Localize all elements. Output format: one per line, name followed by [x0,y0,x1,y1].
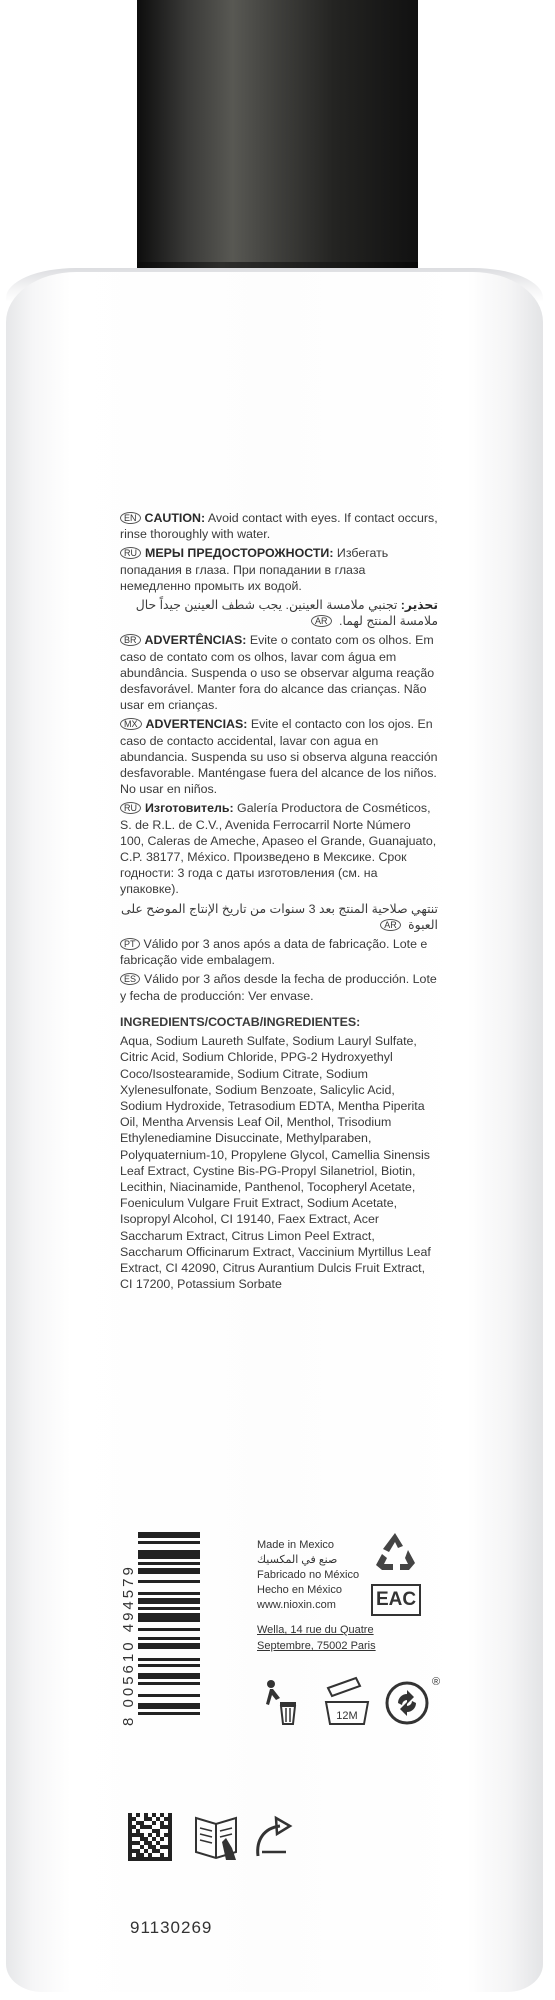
lang-tag: RU [120,547,141,559]
lang-tag: MX [120,718,142,730]
label-text [120,510,438,1295]
datamatrix-cell [128,1833,132,1837]
datamatrix-cell [164,1825,168,1829]
barcode-bar [138,1550,200,1559]
datamatrix-cell [168,1845,172,1849]
datamatrix-cell [168,1817,172,1821]
lang-tag: RU [120,802,141,814]
read-instructions-icon [192,1808,240,1864]
datamatrix-cell [156,1817,160,1821]
datamatrix-cell [132,1817,136,1821]
barcode-bar [138,1658,200,1661]
pao-label: 12M [336,1710,358,1722]
datamatrix-cell [156,1849,160,1853]
datamatrix-cell [152,1829,156,1833]
barcode-digits: 8 005610 494579 [120,1564,137,1726]
datamatrix-cell [160,1853,164,1857]
datamatrix-cell [148,1833,152,1837]
registered-mark: ® [432,1676,441,1688]
datamatrix-cell [160,1813,164,1817]
section-heading: CAUTION: [144,511,206,525]
section-mx [120,716,438,797]
datamatrix-cell [160,1821,164,1825]
made-in-line: صنع في المكسيك [257,1554,338,1566]
datamatrix-cell [160,1857,164,1861]
barcode-bar [138,1637,200,1640]
barcode-bar [138,1598,200,1604]
datamatrix-cell [136,1821,140,1825]
ingredients-title: INGREDIENTS/СОСТАВ/INGREDIENTES: [120,1014,361,1029]
lang-tag: PT [120,938,140,950]
barcode-bar [138,1562,200,1565]
datamatrix-cell [156,1829,160,1833]
trash-bin-icon [262,1678,302,1726]
section-text: تجنبي ملامسة العينين. يجب شطف العينين جيداً حال ملامسة المنتج لهما. [135,598,438,629]
section-es [120,971,438,1003]
datamatrix-cell [128,1853,132,1857]
datamatrix-cell [140,1821,144,1825]
datamatrix-cell [140,1853,144,1857]
datamatrix-cell [128,1829,132,1833]
barcode-bar [138,1703,200,1709]
datamatrix-icon [128,1812,172,1862]
barcode-bar [138,1694,200,1697]
datamatrix-cell [144,1837,148,1841]
datamatrix-cell [152,1813,156,1817]
datamatrix-cell [152,1837,156,1841]
barcode-bar [138,1682,200,1685]
address-line: Septembre, 75002 Paris [257,1640,376,1652]
datamatrix-cell [136,1853,140,1857]
section-en [120,510,438,542]
datamatrix-cell [164,1845,168,1849]
datamatrix-cell [152,1849,156,1853]
made-in-block [257,1538,359,1613]
datamatrix-cell [148,1853,152,1857]
datamatrix-cell [128,1825,132,1829]
datamatrix-cell [128,1849,132,1853]
section-text: Избегать попадания в глаза. При попадании в глаза немедленно промыть их водой. [120,546,389,593]
datamatrix-cell [164,1817,168,1821]
lang-tag: AR [311,615,332,627]
datamatrix-cell [144,1857,148,1861]
datamatrix-cell [156,1841,160,1845]
datamatrix-cell [148,1857,152,1861]
datamatrix-cell [132,1849,136,1853]
eac-icon: EAC [371,1584,421,1616]
section-text: Evite el contacto con los ojos. En caso de contacto accidental, lavar con agua en abundancia. Suspenda su uso si observa alguna reacción desfavorable. Manténgase fuera del alcance de los niños. No usar en niños. [120,717,438,797]
datamatrix-cell [136,1833,140,1837]
address-line: Wella, 14 rue du Quatre [257,1624,374,1636]
barcode-bar [138,1664,200,1667]
section-ru-manufacturer [120,800,438,897]
datamatrix-cell [152,1857,156,1861]
datamatrix-cell [132,1857,136,1861]
datamatrix-cell [136,1857,140,1861]
datamatrix-cell [136,1829,140,1833]
datamatrix-cell [140,1825,144,1829]
datamatrix-cell [160,1825,164,1829]
section-text: Galería Productora de Cosméticos, S. de R.L. de C.V., Avenida Ferrocarril Norte Número 100, Caleras de Ameche, Apaseo el Grande, Guanajuato, C.P. 38177, México. Произведено в Мексике. Срок годности: 3 года с даты изготовления (см. на упаковке). [120,801,437,897]
barcode-bar [138,1592,200,1595]
datamatrix-cell [144,1849,148,1853]
datamatrix-cell [140,1845,144,1849]
datamatrix-cell [168,1821,172,1825]
section-ar-validity [120,901,438,933]
section-heading: ADVERTENCIAS: [145,717,248,732]
section-pt [120,936,438,968]
datamatrix-cell [128,1813,132,1817]
green-dot-icon [384,1680,430,1726]
section-ar [120,597,438,629]
section-heading: МЕРЫ ПРЕДОСТОРОЖНОСТИ: [145,546,334,561]
datamatrix-cell [132,1833,136,1837]
datamatrix-cell [152,1821,156,1825]
barcode-bar [138,1712,200,1715]
datamatrix-cell [168,1829,172,1833]
section-text: Evite o contato com os olhos. Em caso de contato com os olhos, lavar com água em abundância. Suspenda o uso se observar alguma reação desfavorável. Manter fora do alcance das crianças. Não usar em crianças. [120,633,435,713]
datamatrix-cell [148,1817,152,1821]
section-text: تنتهي صلاحية المنتج بعد 3 سنوات من تاريخ الإنتاج الموضح على العبوة [121,901,438,932]
website-text: www.nioxin.com [257,1599,336,1611]
datamatrix-cell [140,1837,144,1841]
datamatrix-cell [168,1841,172,1845]
section-br [120,632,438,713]
address-block [257,1622,376,1654]
section-text: Avoid contact with eyes. If contact occurs, rinse thoroughly with water. [120,511,438,542]
datamatrix-cell [140,1833,144,1837]
datamatrix-cell [144,1841,148,1845]
datamatrix-cell [164,1857,168,1861]
datamatrix-cell [144,1813,148,1817]
bottle-cap [137,0,418,270]
barcode-bar [138,1580,200,1583]
datamatrix-cell [156,1833,160,1837]
datamatrix-cell [164,1833,168,1837]
datamatrix-cell [168,1849,172,1853]
barcode-bar [138,1613,200,1622]
datamatrix-cell [144,1817,148,1821]
datamatrix-cell [160,1837,164,1841]
datamatrix-cell [128,1841,132,1845]
datamatrix-cell [128,1837,132,1841]
datamatrix-cell [168,1837,172,1841]
pao-jar-icon [318,1676,376,1728]
datamatrix-cell [136,1849,140,1853]
recycle-icon [372,1530,418,1574]
section-text: Válido por 3 años desde la fecha de producción. Lote y fecha de producción: Ver envase. [120,972,437,1003]
datamatrix-cell [168,1825,172,1829]
datamatrix-cell [144,1825,148,1829]
section-heading: تحذير: [400,598,438,613]
made-in-line: Made in Mexico [257,1539,335,1551]
barcode-bar [138,1673,200,1679]
datamatrix-cell [136,1841,140,1845]
section-text: Válido por 3 anos após a data de fabricação. Lote e fabricação vide embalagem. [120,937,428,968]
ingredients-list: Aqua, Sodium Laureth Sulfate, Sodium Lauryl Sulfate, Citric Acid, Sodium Chloride, PPG-2 Hydroxyethyl Coco/Isostearamide, Sodium Citrate, Sodium Xylenesulfonate, Sodium Benzoate, Salicylic Acid, Sodium Hydroxide, Tetrasodium EDTA, Mentha Piperita Oil, Mentha Arvensis Leaf Oil, Menthol, Trisodium Ethylenediamine Disuccinate, Methylparaben, Polyquaternium-10, Propylene Glycol, Camellia Sinensis Leaf Extract, Cystine Bis-PG-Propyl Silanetriol, Biotin, Lecithin, Niacinamide, Panthenol, Tocopheryl Acetate, Foeniculum Vulgare Fruit Extract, Sodium Acetate, Isopropyl Alcohol, CI 19140, Faex Extract, Acer Saccharum Extract, Citrus Limon Peel Extract, Saccharum Officinarum Extract, Vaccinium Myrtillus Leaf Extract, CI 42090, Citrus Aurantium Dulcis Fruit Extract, CI 17200, Potassium Sorbate [120,1034,431,1292]
datamatrix-cell [152,1845,156,1849]
batch-code: 91130269 [130,1918,213,1937]
datamatrix-cell [148,1845,152,1849]
barcode-bar [138,1541,200,1544]
made-in-line: Fabricado no México [257,1569,360,1581]
barcode-bar [138,1568,200,1574]
datamatrix-cell [132,1825,136,1829]
barcode-bar [138,1643,200,1649]
barcode-bar [138,1532,200,1538]
section-heading: ADVERTÊNCIAS: [144,633,247,648]
datamatrix-cell [168,1813,172,1817]
lang-tag: AR [380,919,401,931]
datamatrix-cell [128,1857,132,1861]
datamatrix-cell [160,1845,164,1849]
datamatrix-cell [140,1857,144,1861]
datamatrix-cell [148,1825,152,1829]
datamatrix-cell [128,1821,132,1825]
datamatrix-cell [168,1857,172,1861]
lang-tag: BR [120,634,141,646]
datamatrix-cell [168,1833,172,1837]
datamatrix-cell [148,1841,152,1845]
made-in-line: Hecho en México [257,1584,342,1596]
lang-tag: EN [120,512,141,524]
datamatrix-cell [156,1857,160,1861]
datamatrix-cell [128,1817,132,1821]
section-ru [120,545,438,594]
barcode-bar [138,1628,200,1631]
datamatrix-cell [136,1813,140,1817]
recycle-arrow-icon [250,1812,296,1862]
datamatrix-cell [168,1853,172,1857]
section-heading: Изготовитель: [145,801,234,816]
datamatrix-cell [128,1845,132,1849]
datamatrix-cell [132,1841,136,1845]
lang-tag: ES [120,973,140,985]
barcode-bar [138,1607,200,1610]
